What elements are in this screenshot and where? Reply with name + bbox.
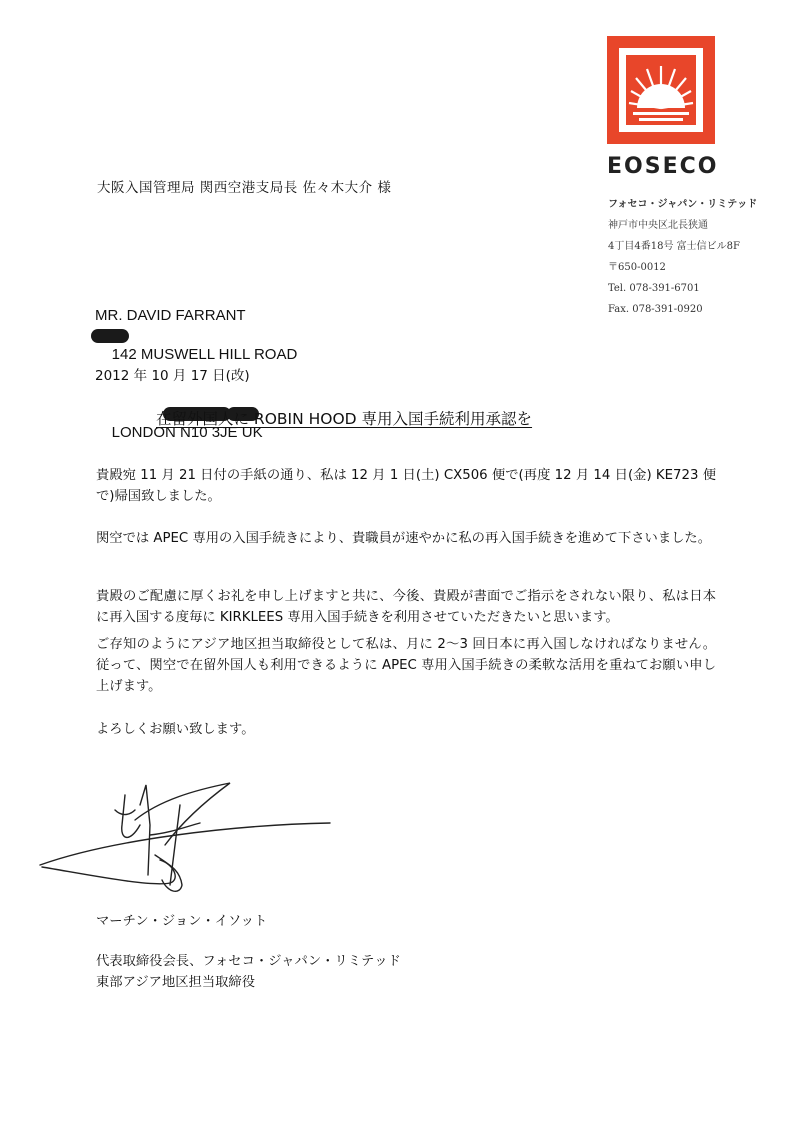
- signer-title-2: 東部アジア地区担当取締役: [96, 975, 256, 990]
- sender-street-text: 142 MUSWELL HILL ROAD: [111, 346, 298, 363]
- signer-title-1: 代表取締役会長、フォセコ・ジャパン・リミテッド: [96, 954, 401, 969]
- letter-subject: 在留外国人に ROBIN HOOD 専用入国手続利用承認を: [156, 410, 533, 428]
- sunburst-logo-icon: [607, 36, 715, 144]
- handwritten-signature-icon: [30, 765, 340, 905]
- company-fax: Fax. 078-391-0920: [608, 304, 703, 315]
- recipient-line: 大阪入国管理局 関西空港支局長 佐々木大介 様: [97, 180, 392, 196]
- company-tel: Tel. 078-391-6701: [608, 283, 700, 294]
- sender-city-text: LONDON: [111, 424, 181, 441]
- company-logo: [607, 36, 719, 179]
- body-paragraph: 貴殿宛 11 月 21 日付の手紙の通り、私は 12 月 1 日(土) CX506 便で(再度 12 月 14 日(金) KE723 便で)帰国致しました。: [96, 468, 716, 504]
- sender-name: MR. DAVID FARRANT: [95, 307, 246, 324]
- company-address-block: [608, 194, 757, 320]
- body-paragraph: ご存知のようにアジア地区担当取締役として私は、月に 2〜3 回日本に再入国しなければなりません。従って、関空で在留外国人も利用できるように APEC 専用入国手続きの柔軟な活用を重ねてお願い申し上げます。: [96, 637, 716, 694]
- company-name: フォセコ・ジャパン・リミテッド: [608, 199, 758, 210]
- company-address-line1: 神戸市中央区北長狭通: [608, 220, 708, 231]
- body-paragraph: 貴殿のご配慮に厚くお礼を申し上げますと共に、今後、貴殿が書面でご指示をされない限り、私は日本に再入国する度毎に KIRKLEES 専用入国手続きを利用させていただきたいと思います。: [96, 589, 716, 625]
- redaction-mark: [91, 329, 129, 343]
- closing-line: よろしくお願い致します。: [96, 722, 255, 737]
- sender-postcode: N10 3JE: [180, 424, 238, 441]
- company-postal-code: 〒650-0012: [608, 262, 666, 273]
- sender-country: UK: [237, 424, 263, 441]
- body-paragraph: 関空では APEC 専用の入国手続きにより、貴職員が速やかに私の再入国手続きを進めて下さいました。: [96, 531, 712, 546]
- signer-name: マーチン・ジョン・イソット: [96, 914, 268, 929]
- logo-text: EOSECO: [607, 154, 719, 179]
- company-address-line2: 4丁目4番18号 富士信ビル8F: [608, 241, 740, 252]
- letter-date: 2012 年 10 月 17 日(改): [95, 368, 250, 384]
